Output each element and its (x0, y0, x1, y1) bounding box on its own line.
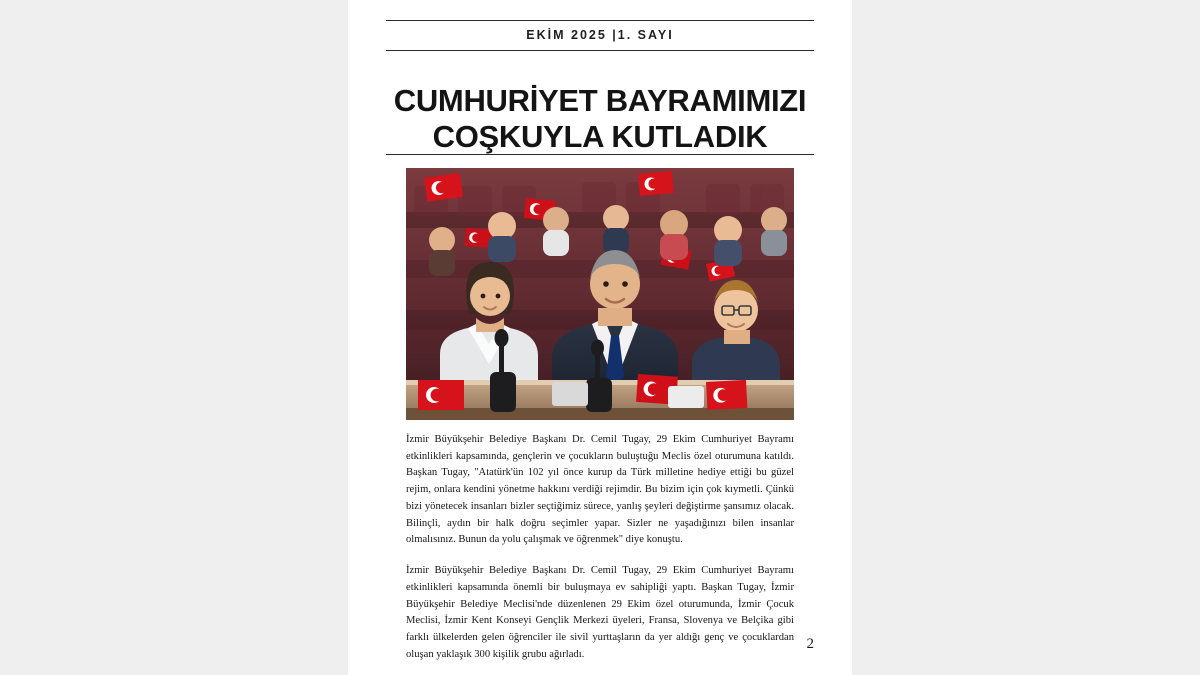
newsletter-page (348, 0, 852, 675)
headline-line-2: COŞKUYLA KUTLADIK (432, 118, 768, 154)
article-body (406, 432, 794, 664)
masthead-rule-bottom (386, 50, 814, 51)
article-paragraph: İzmir Büyükşehir Belediye Başkanı Dr. Cemil Tugay, 29 Ekim Cumhuriyet Bayramı etkinlikleri kapsamında önemli bir buluşmaya ev sahipliği yaptı. Başkan Tugay, İzmir Büyükşehir Belediye Meclisi'nde düzenlenen 29 Ekim özel oturumunda, İzmir Çocuk Meclisi, İzmir Kent Konseyi Gençlik Merkezi üyeleri, Fransa, Slovenya ve Belçika gibi farklı ülkelerden gelen öğrenciler ile sivil yurttaşların da yer aldığı genç ve çocuklardan oluşan yaklaşık 300 kişilik grubu ağırladı. (406, 565, 794, 660)
viewer-right-margin (852, 0, 1200, 675)
page-title (386, 83, 814, 155)
masthead (386, 20, 814, 51)
masthead-rule-top (386, 20, 814, 21)
issue-line: EKİM 2025 |1. SAYI (526, 28, 674, 42)
article-photo (406, 168, 794, 420)
page-number: 2 (806, 636, 814, 652)
article-paragraph: İzmir Büyükşehir Belediye Başkanı Dr. Cemil Tugay, 29 Ekim Cumhuriyet Bayramı etkinlikleri kapsamında, gençlerin ve çocukların buluştuğu Meclis özel oturumuna katıldı. Başkan Tugay, "Atatürk'ün 102 yıl önce kurup da Türk milletine hediye ettiği bu güzel rejim, onlara kendini yönetme hakkını verdiği rejimdir. Bu bizim için çok kıymetli. Çünkü bizi yönetecek insanları bizler seçtiğimiz sürece, yanlış şeyleri değiştirme şansımız olacak. Bilinçli, aydın bir halk doğru seçimler yapar. Sizler ne yaşadığınızı bilen insanlar olmalısınız. Bunun da yolu çalışmak ve öğrenmek" diye konuştu. (406, 434, 794, 546)
viewer-left-margin (0, 0, 348, 675)
headline-divider (386, 154, 814, 155)
headline-line-1: CUMHURİYET BAYRAMIMIZI (393, 82, 807, 118)
